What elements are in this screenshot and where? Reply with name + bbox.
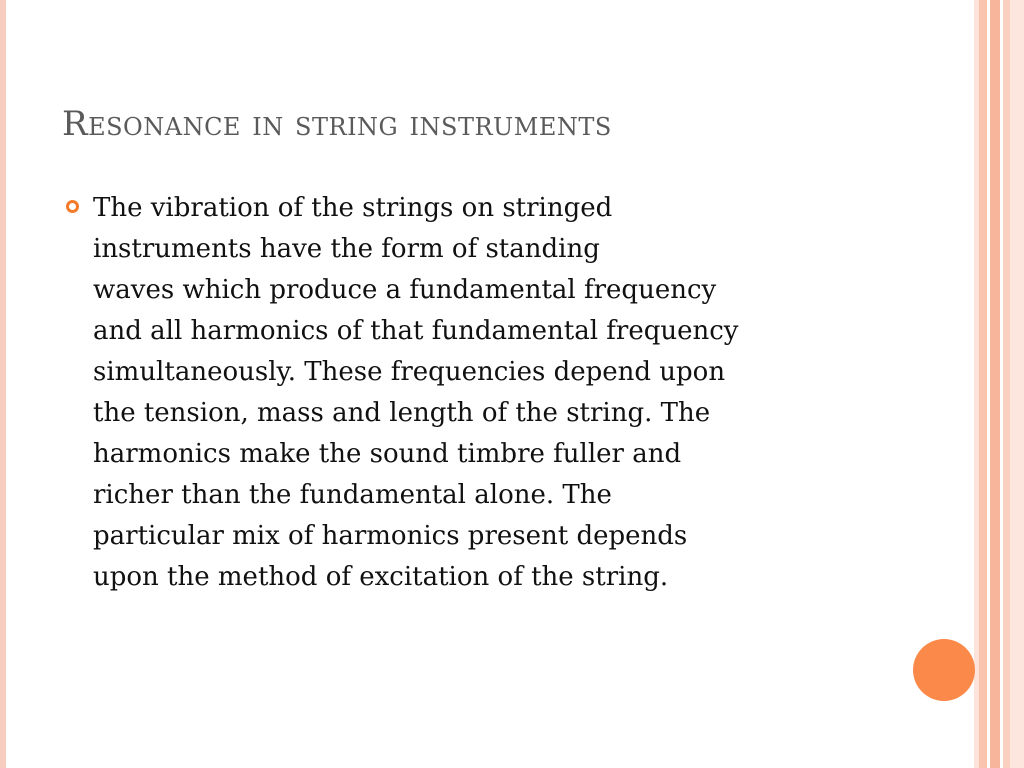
stripe-4 <box>990 0 1000 768</box>
orange-circle-decoration <box>913 639 975 701</box>
circle-bullet-icon <box>66 200 79 213</box>
slide-title: Resonance in string instruments <box>62 104 612 144</box>
bullet-item <box>66 188 886 598</box>
left-border <box>0 0 6 768</box>
stripe-7 <box>1010 0 1024 768</box>
bullet-text: The vibration of the strings on stringed instruments have the form of standing waves which produce a fundamental frequency and all harmonics of that fundamental frequency simultaneously. These frequencies depend upon the tension, mass and length of the string. The harmonics make the sound timbre fuller and richer than the fundamental alone. The particular mix of harmonics present depends upon the method of excitation of the string. <box>93 193 739 592</box>
stripe-6 <box>1003 0 1010 768</box>
slide-content <box>66 188 886 598</box>
right-decorative-stripes <box>974 0 1024 768</box>
stripe-2 <box>979 0 987 768</box>
